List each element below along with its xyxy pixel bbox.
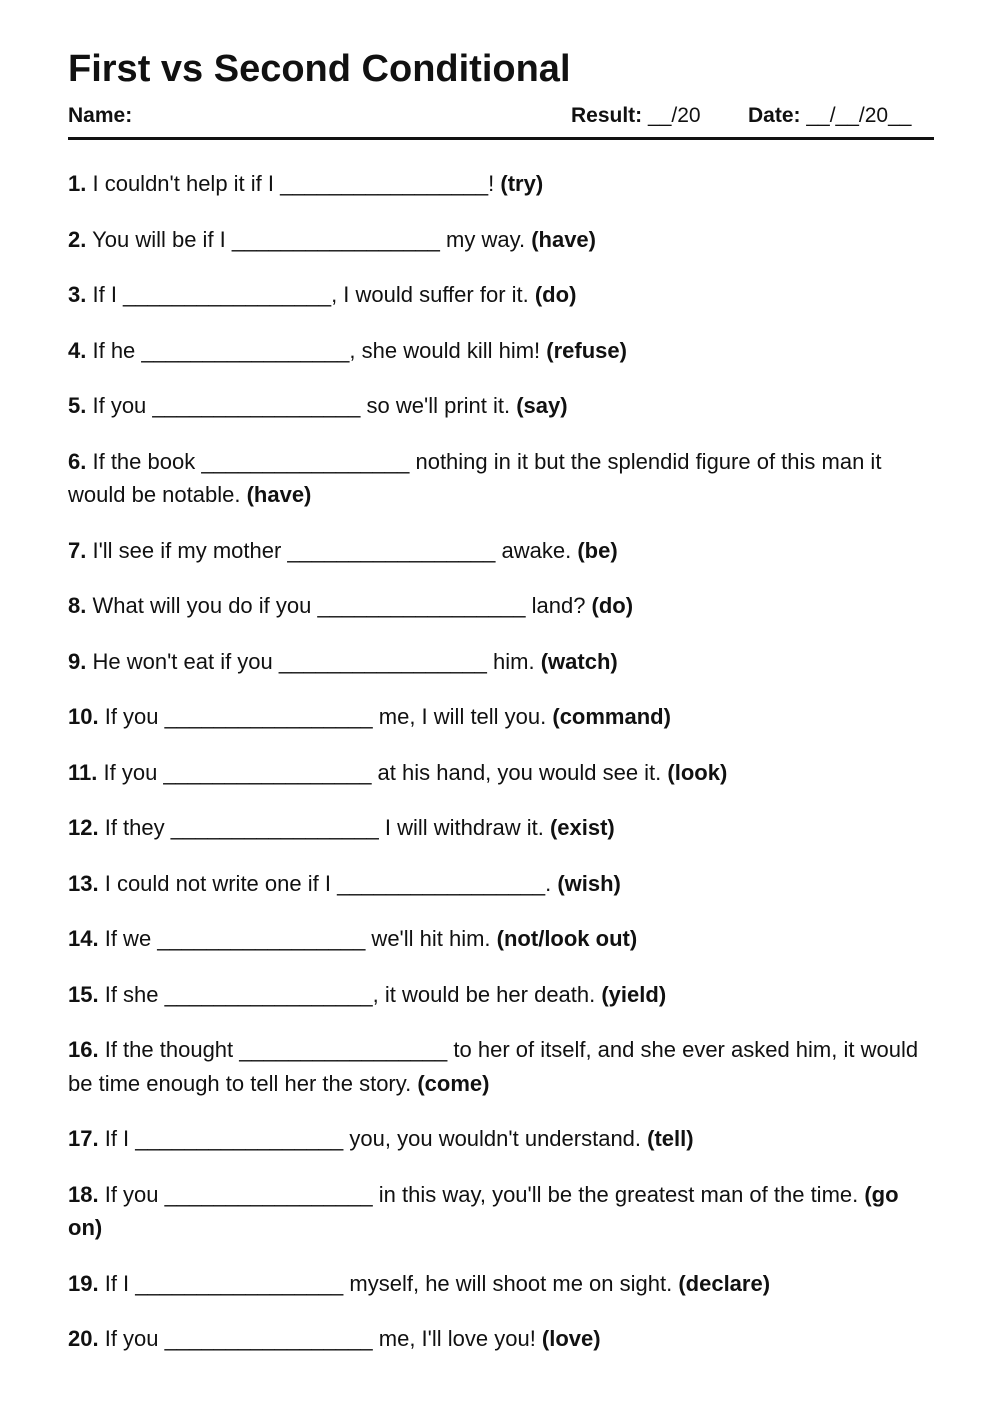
answer-blank[interactable]: _________________ — [278, 648, 487, 674]
question-number: 9. — [68, 648, 87, 674]
question-text-after: him. — [486, 648, 541, 674]
verb-hint: (love) — [541, 1326, 601, 1351]
answer-blank[interactable]: _________________ — [164, 1326, 373, 1351]
question-item — [68, 1322, 934, 1356]
question-list — [68, 167, 934, 1378]
question-item — [68, 589, 934, 623]
question-text-before: If she — [104, 981, 165, 1007]
question-text-before: If you — [104, 1181, 165, 1207]
verb-hint: (try) — [500, 171, 544, 196]
question-number: 2. — [68, 226, 87, 252]
question-text-before: If I — [104, 1126, 136, 1151]
question-item — [68, 334, 934, 368]
page-title: First vs Second Conditional — [68, 48, 571, 90]
question-number: 4. — [68, 337, 87, 363]
question-text-before: If we — [104, 926, 158, 951]
question-text-before: If I — [104, 1270, 136, 1296]
question-item — [68, 922, 934, 956]
answer-blank[interactable]: _________________ — [164, 1181, 373, 1207]
answer-blank[interactable]: _________________ — [239, 1037, 448, 1062]
verb-hint: (do) — [534, 282, 577, 307]
answer-blank[interactable]: _________________ — [164, 704, 373, 729]
question-text-after: you, you wouldn't understand. — [343, 1126, 648, 1151]
answer-blank[interactable]: _________________ — [231, 226, 440, 252]
answer-blank[interactable]: _________________ — [170, 815, 379, 840]
question-text-after: awake. — [495, 537, 578, 563]
verb-hint: (declare) — [678, 1270, 771, 1296]
question-number: 13. — [68, 870, 99, 896]
verb-hint: (wish) — [557, 870, 621, 896]
answer-blank[interactable]: _________________ — [201, 448, 410, 474]
answer-blank[interactable]: _________________ — [135, 1270, 344, 1296]
question-text-after: , it would be her death. — [372, 981, 602, 1007]
question-item — [68, 445, 934, 512]
verb-hint: (tell) — [647, 1126, 694, 1151]
question-text-before: You will be if I — [92, 226, 232, 252]
verb-hint: (exist) — [549, 815, 615, 840]
verb-hint: (be) — [577, 537, 618, 563]
worksheet-header — [68, 102, 934, 130]
question-text-after: me, I'll love you! — [372, 1326, 542, 1351]
question-text-after: land? — [525, 593, 592, 618]
question-text-before: I'll see if my mother — [92, 537, 288, 563]
question-text-before: If he — [92, 337, 142, 363]
verb-hint: (have) — [531, 226, 596, 252]
question-number: 12. — [68, 815, 99, 840]
question-text-before: If they — [104, 815, 171, 840]
question-text-after: my way. — [439, 226, 532, 252]
verb-hint: (command) — [552, 704, 671, 729]
answer-blank[interactable]: _________________ — [280, 171, 489, 196]
question-number: 3. — [68, 282, 87, 307]
question-text-before: If the thought — [104, 1037, 240, 1062]
question-item — [68, 389, 934, 423]
question-text-after: I will withdraw it. — [378, 815, 550, 840]
verb-hint: (refuse) — [546, 337, 627, 363]
question-text-after: nothing in it but the splendid figure of this man it would be notable. — [68, 448, 882, 507]
question-number: 14. — [68, 926, 99, 951]
date-field — [748, 102, 911, 130]
result-label: Result: — [571, 104, 643, 127]
question-item — [68, 223, 934, 257]
name-label: Name: — [68, 104, 133, 127]
question-text-after: . — [545, 870, 558, 896]
question-text-before: If you — [104, 1326, 165, 1351]
question-number: 20. — [68, 1326, 99, 1351]
question-text-after: in this way, you'll be the greatest man of the time. — [372, 1181, 865, 1207]
question-number: 11. — [68, 759, 98, 785]
answer-blank[interactable]: _________________ — [135, 1126, 344, 1151]
answer-blank[interactable]: _________________ — [163, 759, 372, 785]
question-number: 7. — [68, 537, 87, 563]
verb-hint: (come) — [417, 1070, 490, 1096]
question-text-before: What will you do if you — [92, 593, 318, 618]
question-text-after: so we'll print it. — [360, 393, 517, 418]
question-text-after: ! — [488, 171, 501, 196]
question-number: 8. — [68, 593, 87, 618]
question-item — [68, 278, 934, 312]
verb-hint: (look) — [667, 759, 728, 785]
question-text-before: He won't eat if you — [92, 648, 279, 674]
answer-blank[interactable]: _________________ — [337, 870, 546, 896]
question-text-after: , she would kill him! — [349, 337, 547, 363]
question-text-after: we'll hit him. — [365, 926, 497, 951]
question-number: 1. — [68, 171, 87, 196]
question-item — [68, 534, 934, 568]
question-text-before: I couldn't help it if I — [92, 171, 281, 196]
question-number: 16. — [68, 1037, 99, 1062]
question-item — [68, 811, 934, 845]
verb-hint: (have) — [246, 482, 312, 507]
answer-blank[interactable]: _________________ — [157, 926, 366, 951]
question-number: 15. — [68, 981, 99, 1007]
date-value: __/__/20__ — [806, 104, 912, 127]
question-text-after: to her of itself, and she ever asked him, it would be time enough to tell her the story. — [68, 1037, 919, 1096]
verb-hint: (go on) — [68, 1181, 899, 1240]
question-number: 18. — [68, 1181, 99, 1207]
question-text-before: If the book — [92, 448, 202, 474]
question-item — [68, 1267, 934, 1301]
answer-blank[interactable]: _________________ — [164, 981, 373, 1007]
verb-hint: (watch) — [540, 648, 618, 674]
result-field — [571, 102, 701, 130]
verb-hint: (yield) — [601, 981, 667, 1007]
answer-blank[interactable]: _________________ — [317, 593, 526, 618]
question-number: 6. — [68, 448, 87, 474]
question-text-before: If you — [104, 704, 165, 729]
answer-blank[interactable]: _________________ — [287, 537, 496, 563]
question-text-before: If you — [92, 393, 153, 418]
question-text-before: If you — [103, 759, 164, 785]
question-text-before: If I — [92, 282, 124, 307]
name-field — [68, 102, 132, 130]
question-text-after: , I would suffer for it. — [331, 282, 535, 307]
question-item — [68, 645, 934, 679]
header-divider — [68, 137, 934, 140]
question-number: 17. — [68, 1126, 99, 1151]
question-item — [68, 756, 934, 790]
verb-hint: (not/look out) — [496, 926, 638, 951]
question-item — [68, 867, 934, 901]
question-item — [68, 1122, 934, 1156]
question-number: 10. — [68, 704, 99, 729]
question-text-before: I could not write one if I — [104, 870, 338, 896]
question-text-after: myself, he will shoot me on sight. — [343, 1270, 679, 1296]
question-item — [68, 978, 934, 1012]
question-text-after: at his hand, you would see it. — [371, 759, 668, 785]
question-number: 5. — [68, 393, 87, 418]
question-number: 19. — [68, 1270, 99, 1296]
answer-blank[interactable]: _________________ — [141, 337, 350, 363]
answer-blank[interactable]: _________________ — [152, 393, 361, 418]
question-item — [68, 700, 934, 734]
verb-hint: (do) — [591, 593, 634, 618]
question-item — [68, 1178, 934, 1245]
result-value: __/20 — [648, 104, 701, 127]
question-item — [68, 1033, 934, 1100]
answer-blank[interactable]: _________________ — [123, 282, 332, 307]
question-text-after: me, I will tell you. — [372, 704, 553, 729]
question-item — [68, 167, 934, 201]
verb-hint: (say) — [516, 393, 568, 418]
date-label: Date: — [748, 104, 801, 127]
